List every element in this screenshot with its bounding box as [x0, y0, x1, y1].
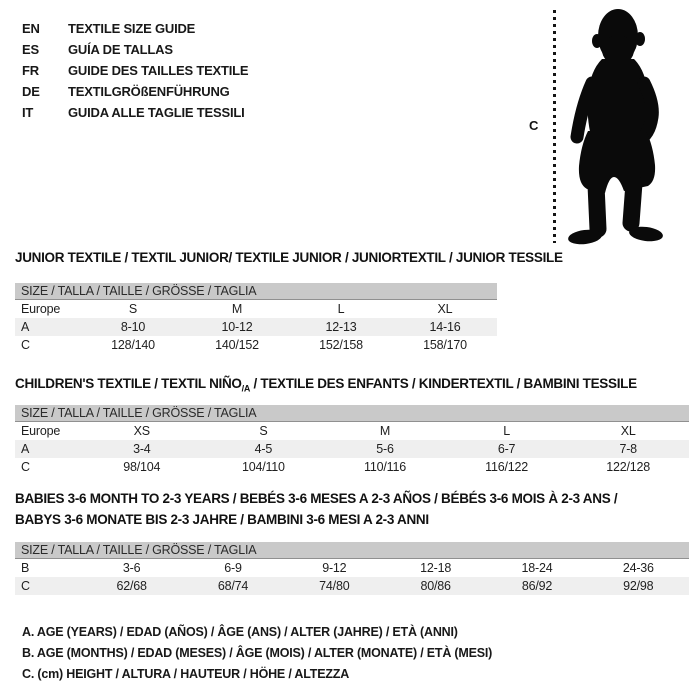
size-cell: 104/110	[241, 459, 285, 474]
size-cell: 7-8	[619, 441, 637, 456]
size-cell: 128/140	[111, 338, 155, 352]
lang-title: GUÍA DE TALLAS	[68, 42, 173, 57]
row-label: A	[21, 320, 30, 334]
table-title-line1: BABIES 3-6 MONTH TO 2-3 YEARS / BEBÉS 3-6 MESES A 2-3 AÑOS / BÉBÉS 3-6 MOIS À 2-3 ANS /	[15, 491, 618, 506]
size-cell: 140/152	[215, 338, 259, 352]
size-cell: L	[337, 302, 345, 316]
table-title-line2: BABYS 3-6 MONATE BIS 2-3 JAHRE / BAMBINI 3-6 MESI A 2-3 ANNI	[15, 512, 429, 527]
size-cell: 110/116	[364, 459, 406, 474]
table-title: JUNIOR TEXTILE / TEXTIL JUNIOR/ TEXTILE JUNIOR / JUNIORTEXTIL / JUNIOR TESSILE	[15, 250, 563, 265]
size-cell: 98/104	[123, 459, 161, 474]
table-header-band: SIZE / TALLA / TAILLE / GRÖSSE / TAGLIA	[15, 405, 689, 422]
table-row	[15, 336, 497, 354]
size-cell: 62/68	[116, 579, 147, 593]
size-cell: 9-12	[322, 561, 347, 575]
lang-row-es	[22, 39, 248, 60]
table-row	[15, 559, 689, 577]
size-cell: S	[128, 302, 138, 316]
babies-textile-section	[15, 488, 689, 595]
size-cell: 3-4	[133, 441, 151, 456]
table-row	[15, 577, 689, 595]
size-cell: 80/86	[420, 579, 451, 593]
lang-code: IT	[22, 105, 34, 120]
size-cell: 158/170	[423, 338, 467, 352]
size-cell: 3-6	[122, 561, 141, 575]
table-row	[15, 300, 497, 318]
childrens-textile-section	[15, 376, 689, 476]
size-cell: 18-24	[521, 561, 553, 575]
size-cell: 8-10	[120, 320, 146, 334]
size-cell: 24-36	[622, 561, 654, 575]
row-label: Europe	[21, 302, 61, 316]
table-title	[15, 376, 689, 397]
size-cell: 5-6	[376, 441, 394, 456]
size-cell: 116/122	[485, 459, 528, 474]
lang-row-fr	[22, 60, 248, 81]
size-cell: 92/98	[623, 579, 654, 593]
size-cell: 12-18	[420, 561, 452, 575]
footnote-age-months: B. AGE (MONTHS) / EDAD (MESES) / ÂGE (MOIS) / ALTER (MONATE) / ETÀ (MESI)	[22, 646, 493, 660]
table-header-band: SIZE / TALLA / TAILLE / GRÖSSE / TAGLIA	[15, 542, 689, 559]
junior-textile-section	[15, 250, 563, 354]
table-row	[15, 440, 689, 458]
lang-code: DE	[22, 84, 40, 99]
size-cell: S	[259, 423, 268, 438]
lang-title: TEXTILGRÖßENFÜHRUNG	[68, 84, 230, 99]
language-list	[22, 18, 248, 123]
size-cell: 86/92	[521, 579, 553, 593]
table-header-band: SIZE / TALLA / TAILLE / GRÖSSE / TAGLIA	[15, 283, 497, 300]
size-cell: XL	[437, 302, 453, 316]
footnote-age-years: A. AGE (YEARS) / EDAD (AÑOS) / ÂGE (ANS) / ALTER (JAHRE) / ETÀ (ANNI)	[22, 625, 458, 639]
footnotes	[22, 622, 492, 685]
footnote-height-cm: C. (cm) HEIGHT / ALTURA / HAUTEUR / HÖHE / ALTEZZA	[22, 667, 350, 681]
row-label: B	[21, 561, 30, 575]
height-measure-dashed-line	[553, 10, 556, 243]
size-cell: 12-13	[325, 320, 357, 334]
table-title-text: CHILDREN'S TEXTILE / TEXTIL NIÑO	[15, 376, 242, 391]
table-title	[15, 488, 689, 530]
size-cell: M	[379, 423, 391, 438]
size-cell: L	[503, 423, 510, 438]
toddler-silhouette	[558, 5, 673, 248]
table-row	[15, 318, 497, 336]
lang-title: GUIDA ALLE TAGLIE TESSILI	[68, 105, 245, 120]
size-cell: 6-7	[497, 441, 516, 456]
row-label: Europe	[21, 423, 61, 438]
size-cell: M	[231, 302, 243, 316]
size-cell: 152/158	[319, 338, 363, 352]
lang-row-en	[22, 18, 248, 39]
row-label: C	[21, 459, 30, 474]
row-label: A	[21, 441, 30, 456]
size-cell: 14-16	[429, 320, 461, 334]
size-cell: XS	[133, 423, 150, 438]
lang-code: ES	[22, 42, 39, 57]
size-cell: 4-5	[254, 441, 273, 456]
table-title-subscript: /A	[241, 383, 251, 394]
lang-row-it	[22, 102, 248, 123]
row-label: C	[21, 338, 30, 352]
lang-code: FR	[22, 63, 39, 78]
size-cell: 68/74	[217, 579, 249, 593]
table-row	[15, 422, 689, 440]
size-cell: 122/128	[606, 459, 651, 474]
size-cell: 74/80	[319, 579, 350, 593]
table-title-text: / TEXTILE DES ENFANTS / KINDERTEXTIL / BAMBINI TESSILE	[250, 376, 637, 391]
size-cell: XL	[620, 423, 636, 438]
size-cell: 10-12	[221, 320, 253, 334]
lang-code: EN	[22, 21, 40, 36]
lang-title: GUIDE DES TAILLES TEXTILE	[68, 63, 249, 78]
lang-row-de	[22, 81, 248, 102]
size-cell: 6-9	[224, 561, 242, 575]
lang-title: TEXTILE SIZE GUIDE	[68, 21, 196, 36]
table-row	[15, 458, 689, 476]
height-measure-label: C	[529, 118, 539, 133]
row-label: C	[21, 579, 30, 593]
